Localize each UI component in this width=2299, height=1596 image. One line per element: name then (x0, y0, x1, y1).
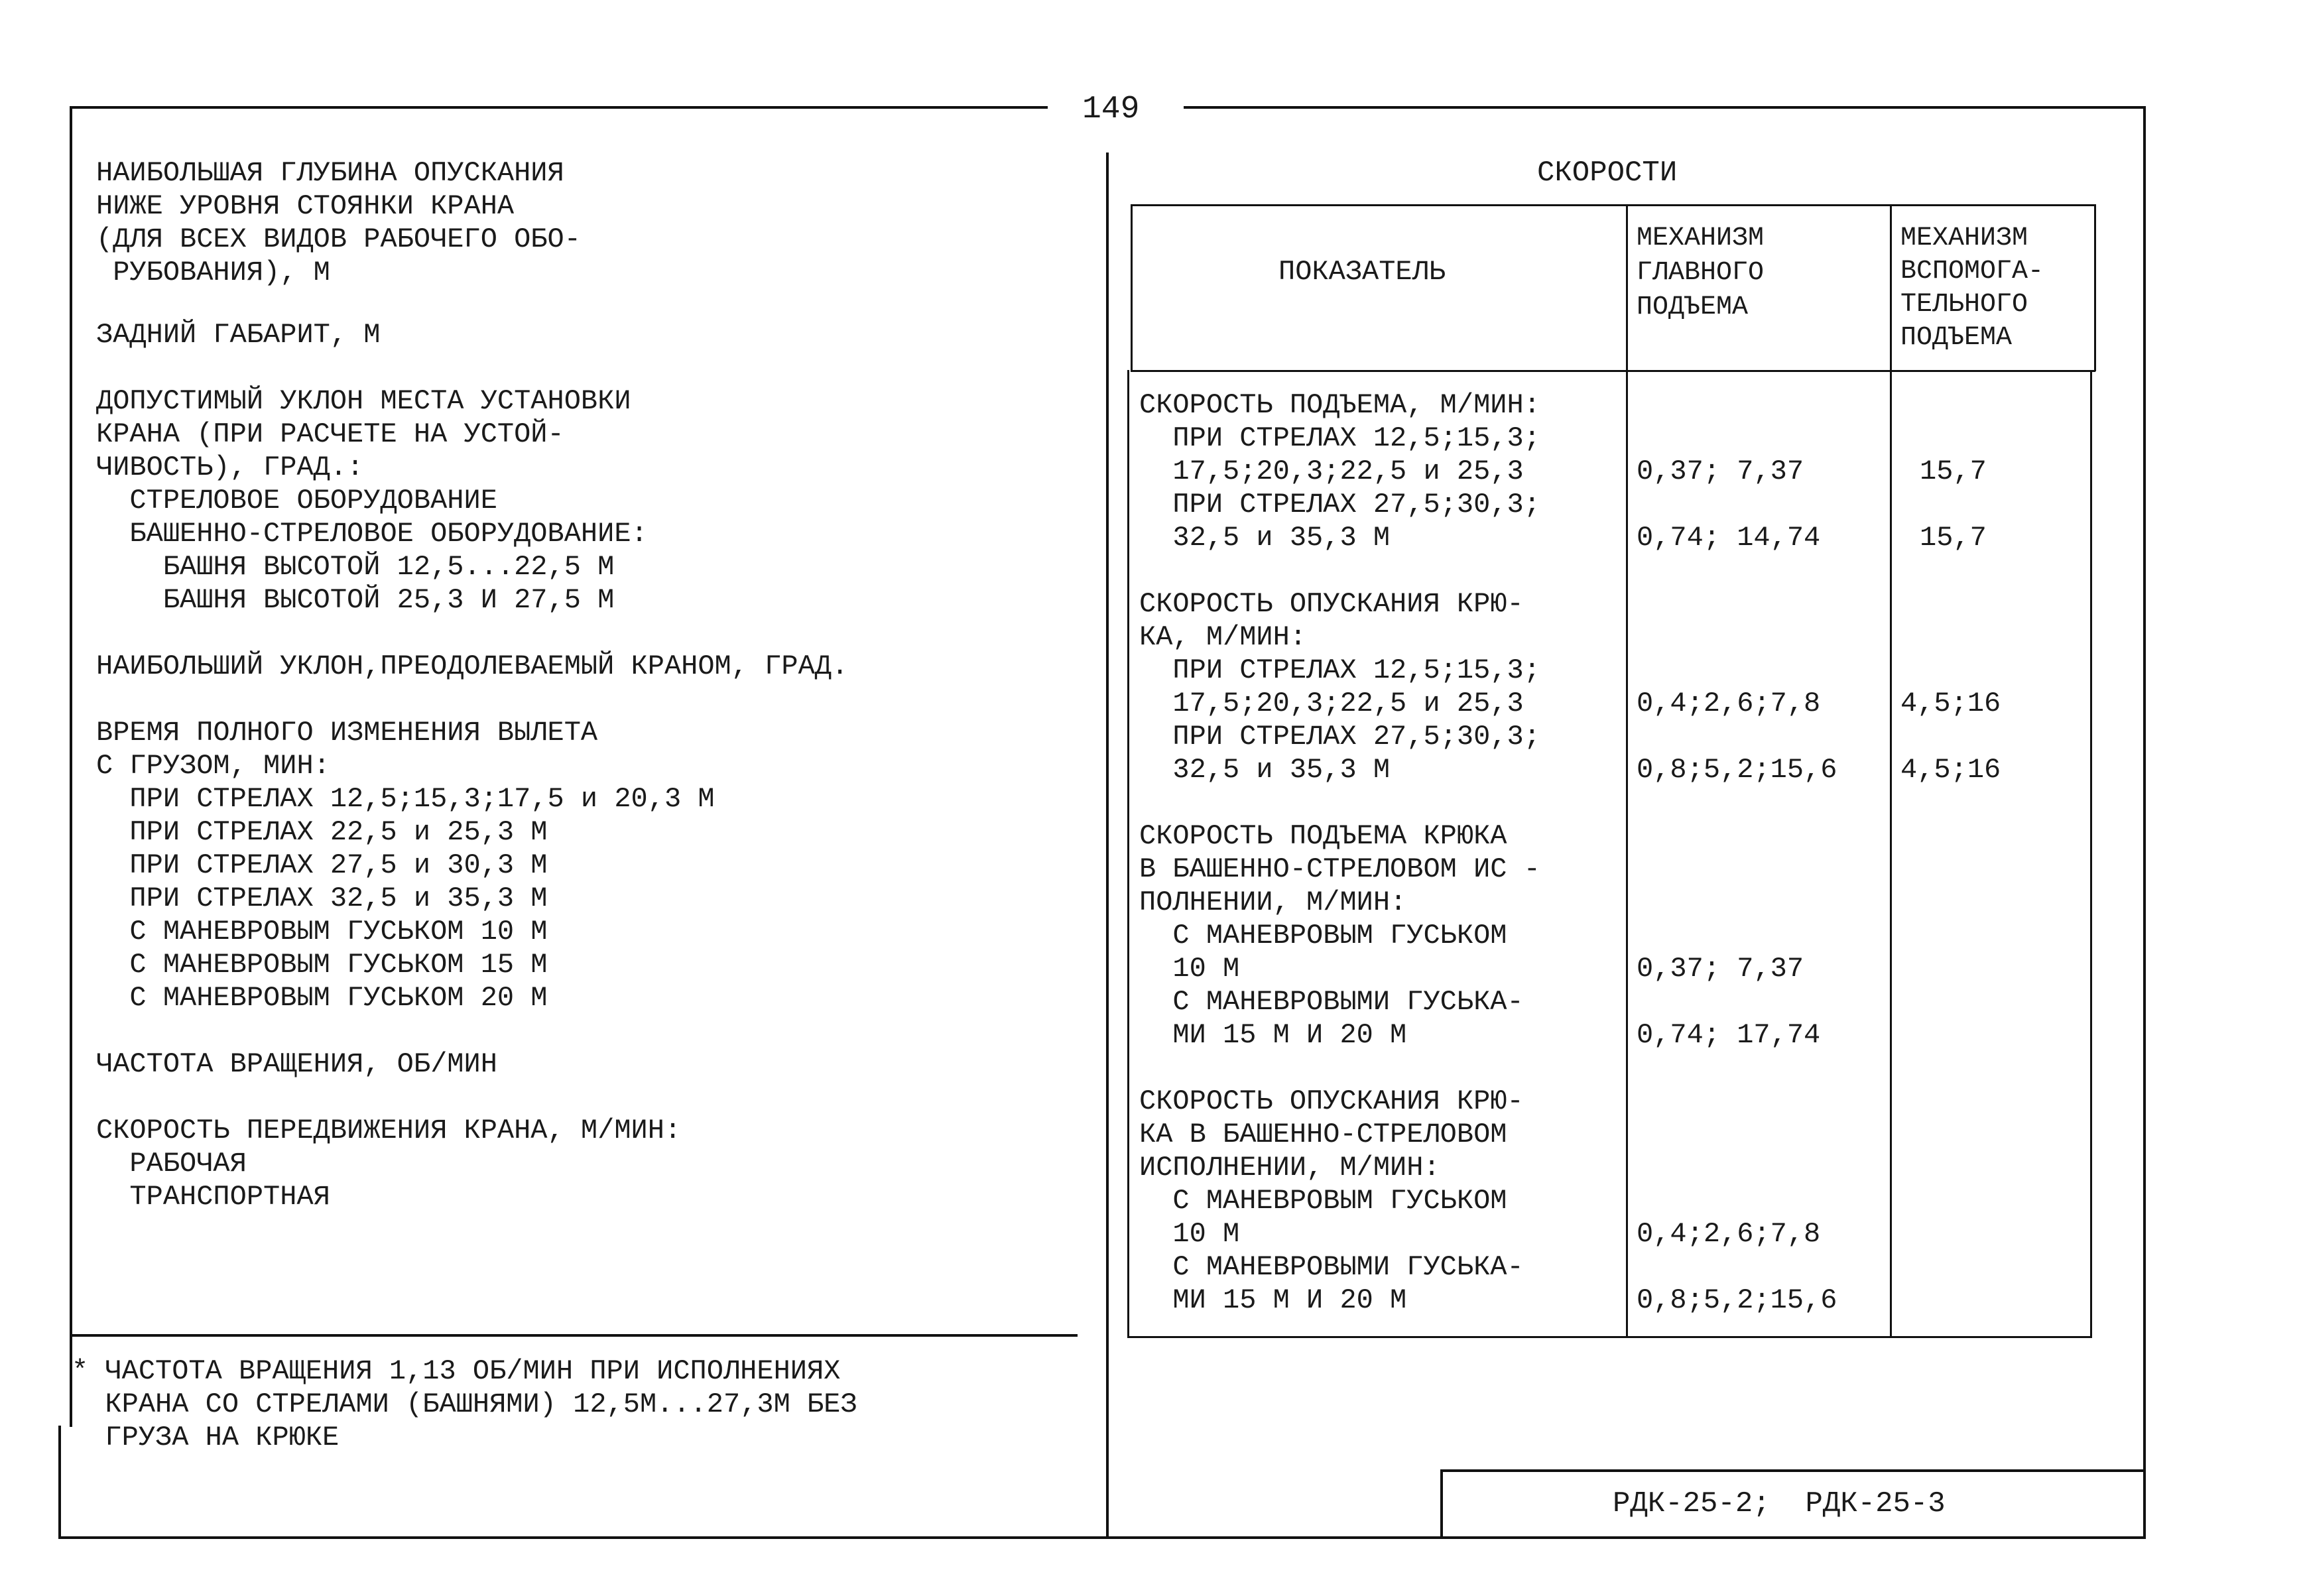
table-cell-main-hoist: 0,74; 17,74 (1637, 1019, 1821, 1051)
characteristic-label: БАШНЯ ВЫСОТОЙ 12,5...22,5 М (96, 551, 615, 583)
characteristic-label: ЧИВОСТЬ), ГРАД.: (96, 452, 364, 483)
table-col-sep-2 (1890, 204, 1892, 1338)
characteristic-label: БАШНЯ ВЫСОТОЙ 25,3 И 27,5 М (96, 584, 615, 616)
table-col-sep-1 (1626, 204, 1628, 1338)
characteristic-label: ПРИ СТРЕЛАХ 22,5 и 25,3 М (96, 816, 548, 848)
characteristic-label: ПРИ СТРЕЛАХ 27,5 и 30,3 М (96, 849, 548, 881)
table-cell-main-hoist: 0,4;2,6;7,8 (1637, 688, 1821, 719)
table-row-label: ПРИ СТРЕЛАХ 12,5;15,3; (1139, 422, 1540, 454)
table-cell-main-hoist: 0,74; 14,74 (1637, 522, 1821, 554)
drawing-stamp: РДК-25-2; РДК-25-3 (1613, 1487, 1946, 1520)
characteristic-label: БАШЕННО-СТРЕЛОВОЕ ОБОРУДОВАНИЕ: (96, 518, 648, 550)
table-row-label: 17,5;20,3;22,5 и 25,3 (1139, 456, 1524, 487)
characteristic-label: НИЖЕ УРОВНЯ СТОЯНКИ КРАНА (96, 190, 515, 222)
table-row-label: СКОРОСТЬ ПОДЪЕМА КРЮКА (1139, 820, 1507, 852)
table-row-label: 17,5;20,3;22,5 и 25,3 (1139, 688, 1524, 719)
header-main-line: МЕХАНИЗМ (1637, 223, 1765, 253)
table-cell-aux-hoist: 15,7 (1920, 522, 1987, 554)
table-border-right (2094, 204, 2096, 371)
characteristic-label: ВРЕМЯ ПОЛНОГО ИЗМЕНЕНИЯ ВЫЛЕТА (96, 717, 598, 749)
header-main-line: ГЛАВНОГО (1637, 258, 1765, 288)
table-row-label: ПРИ СТРЕЛАХ 27,5;30,3; (1139, 721, 1540, 753)
table-border-bottom (1127, 1336, 2092, 1338)
table-border-right-body (2090, 370, 2092, 1338)
table-row-label: С МАНЕВРОВЫМИ ГУСЬКА- (1139, 1251, 1524, 1283)
table-cell-aux-hoist: 4,5;16 (1900, 688, 2001, 719)
table-row-label: С МАНЕВРОВЫМ ГУСЬКОМ (1139, 1185, 1507, 1217)
table-row-label: ПРИ СТРЕЛАХ 27,5;30,3; (1139, 489, 1540, 521)
footnote-line: * ЧАСТОТА ВРАЩЕНИЯ 1,13 ОБ/МИН ПРИ ИСПОЛНЕНИЯХ (72, 1355, 841, 1387)
characteristic-label: СТРЕЛОВОЕ ОБОРУДОВАНИЕ (96, 485, 497, 517)
characteristic-label: РАБОЧАЯ (96, 1148, 247, 1180)
header-aux-line: ПОДЪЕМА (1900, 323, 2013, 353)
table-row-label: С МАНЕВРОВЫМ ГУСЬКОМ (1139, 920, 1507, 951)
table-row-label: В БАШЕННО-СТРЕЛОВОМ ИС - (1139, 853, 1540, 885)
table-row-label: МИ 15 М И 20 М (1139, 1284, 1407, 1316)
table-row-label: 10 М (1139, 1218, 1240, 1250)
table-cell-main-hoist: 0,4;2,6;7,8 (1637, 1218, 1821, 1250)
characteristic-label: СКОРОСТЬ ПЕРЕДВИЖЕНИЯ КРАНА, М/МИН: (96, 1115, 682, 1146)
table-row-label: 10 М (1139, 953, 1240, 985)
footnote-line: ГРУЗА НА КРЮКЕ (72, 1422, 340, 1453)
characteristic-label: ЧАСТОТА ВРАЩЕНИЯ, ОБ/МИН (96, 1048, 497, 1080)
footnote-line: КРАНА СО СТРЕЛАМИ (БАШНЯМИ) 12,5М...27,3М БЕЗ (72, 1388, 857, 1420)
table-row-label: ИСПОЛНЕНИИ, М/МИН: (1139, 1152, 1440, 1184)
characteristic-label: С ГРУЗОМ, МИН: (96, 750, 330, 782)
characteristic-label: РУБОВАНИЯ), М (96, 257, 330, 288)
characteristic-label: ПРИ СТРЕЛАХ 32,5 и 35,3 М (96, 883, 548, 914)
stamp-box-left (1440, 1469, 1443, 1538)
characteristic-label: НАИБОЛЬШАЯ ГЛУБИНА ОПУСКАНИЯ (96, 157, 564, 189)
header-indicator: ПОКАЗАТЕЛЬ (1278, 256, 1446, 288)
table-row-label: СКОРОСТЬ ОПУСКАНИЯ КРЮ- (1139, 588, 1524, 620)
table-cell-main-hoist: 0,37; 7,37 (1637, 456, 1804, 487)
characteristic-label: С МАНЕВРОВЫМ ГУСЬКОМ 15 М (96, 949, 548, 981)
table-cell-main-hoist: 0,8;5,2;15,6 (1637, 754, 1837, 786)
frame-right (2143, 106, 2146, 1538)
table-border-left (1131, 204, 1133, 371)
speeds-title: СКОРОСТИ (1537, 156, 1678, 190)
characteristic-label: ТРАНСПОРТНАЯ (96, 1181, 330, 1213)
table-row-label: С МАНЕВРОВЫМИ ГУСЬКА- (1139, 986, 1524, 1018)
page-number: 149 (1082, 92, 1140, 127)
left-column (0, 0, 1106, 1596)
frame-top-right (1184, 106, 2145, 109)
table-cell-aux-hoist: 15,7 (1920, 456, 1987, 487)
table-border-top (1131, 204, 2095, 206)
characteristic-label: ПРИ СТРЕЛАХ 12,5;15,3;17,5 и 20,3 М (96, 783, 715, 815)
characteristic-label: НАИБОЛЬШИЙ УКЛОН,ПРЕОДОЛЕВАЕМЫЙ КРАНОМ, ГРАД. (96, 650, 849, 682)
header-aux-line: ВСПОМОГА- (1900, 257, 2044, 286)
table-row-label: СКОРОСТЬ ПОДЪЕМА, М/МИН: (1139, 389, 1540, 421)
table-border-left-body (1127, 370, 1129, 1338)
frame-divider (1106, 153, 1109, 1538)
table-row-label: ПРИ СТРЕЛАХ 12,5;15,3; (1139, 654, 1540, 686)
characteristic-label: С МАНЕВРОВЫМ ГУСЬКОМ 10 М (96, 916, 548, 948)
table-cell-main-hoist: 0,8;5,2;15,6 (1637, 1284, 1837, 1316)
table-row-label: СКОРОСТЬ ОПУСКАНИЯ КРЮ- (1139, 1085, 1524, 1117)
header-main-line: ПОДЪЕМА (1637, 292, 1749, 322)
characteristic-label: С МАНЕВРОВЫМ ГУСЬКОМ 20 М (96, 982, 548, 1014)
table-row-label: КА, М/МИН: (1139, 621, 1307, 653)
characteristic-label: КРАНА (ПРИ РАСЧЕТЕ НА УСТОЙ- (96, 418, 564, 450)
table-row-label: 32,5 и 35,3 М (1139, 754, 1391, 786)
table-row-label: ПОЛНЕНИИ, М/МИН: (1139, 887, 1407, 918)
table-row-label: 32,5 и 35,3 М (1139, 522, 1391, 554)
stamp-box-top (1440, 1469, 2145, 1472)
table-header-bottom (1131, 370, 2095, 372)
header-aux-line: МЕХАНИЗМ (1900, 223, 2028, 253)
characteristic-label: ЗАДНИЙ ГАБАРИТ, М (96, 319, 381, 351)
table-row-label: МИ 15 М И 20 М (1139, 1019, 1407, 1051)
table-cell-aux-hoist: 4,5;16 (1900, 754, 2001, 786)
table-cell-main-hoist: 0,37; 7,37 (1637, 953, 1804, 985)
header-aux-line: ТЕЛЬНОГО (1900, 290, 2028, 320)
characteristic-label: ДОПУСТИМЫЙ УКЛОН МЕСТА УСТАНОВКИ (96, 385, 631, 417)
characteristic-label: (ДЛЯ ВСЕХ ВИДОВ РАБОЧЕГО ОБО- (96, 223, 581, 255)
table-row-label: КА В БАШЕННО-СТРЕЛОВОМ (1139, 1119, 1507, 1150)
